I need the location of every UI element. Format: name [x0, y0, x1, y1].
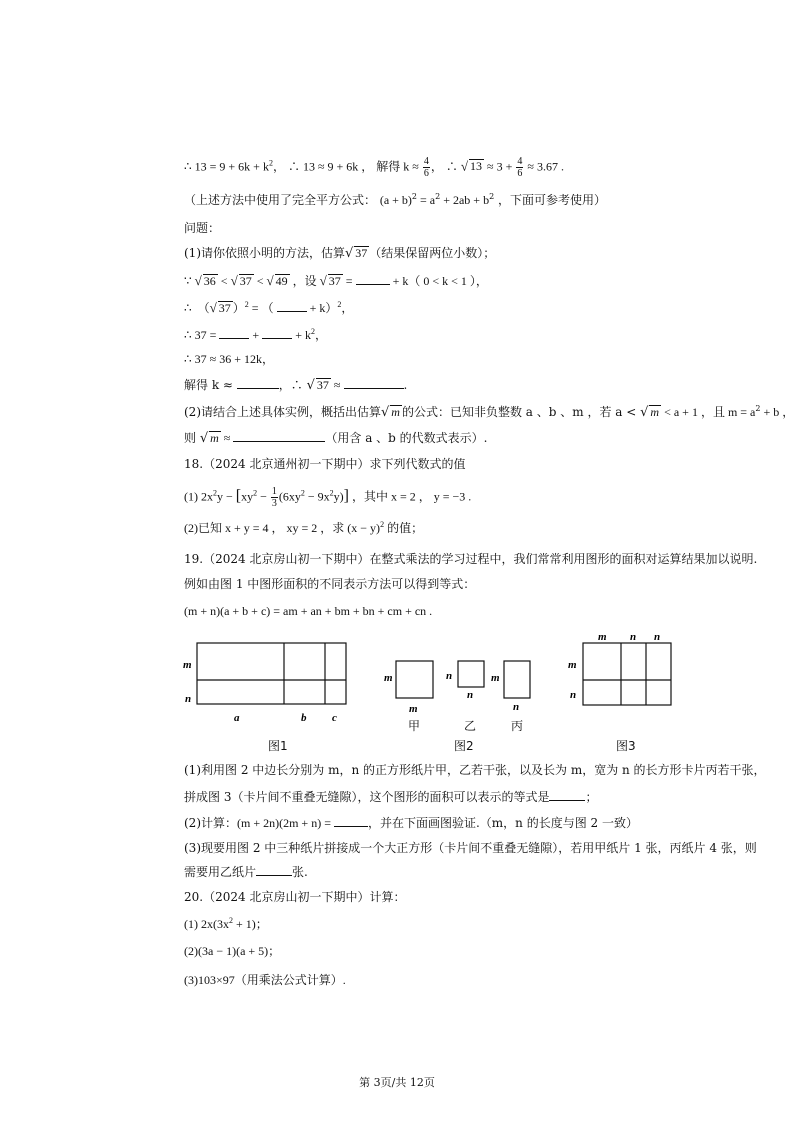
- fraction: [271, 486, 278, 509]
- fraction-denominator: 6: [423, 168, 429, 179]
- fraction-numerator: 4: [423, 156, 429, 167]
- radicand: 37: [239, 274, 252, 288]
- radicand: 36: [203, 274, 216, 288]
- radicand: 37: [355, 246, 368, 260]
- label-n: n: [446, 670, 453, 682]
- math-text: = （: [248, 301, 277, 315]
- label-m: m: [491, 672, 500, 684]
- text-line: [184, 404, 794, 421]
- superscript: 2: [337, 300, 342, 309]
- answer-blank[interactable]: [237, 377, 279, 389]
- superscript: 2: [411, 192, 418, 201]
- math-text: ∴ 13 = 9 + 6k + k: [184, 159, 269, 174]
- text: 拼成图 3（卡片间不重叠无缝隙），这个图形的面积可以表示的等式是: [184, 790, 550, 804]
- math-text: (1) 2x(3x: [184, 917, 229, 931]
- figure-caption: 图3: [616, 739, 636, 753]
- text-line: 例如由图 1 中图形面积的不同表示方法可以得到等式：: [184, 577, 476, 591]
- fraction-numerator: 4: [517, 156, 523, 167]
- card-yi: [458, 661, 484, 687]
- sqrt-icon: √: [230, 273, 238, 288]
- text: ，下面可参考使用）: [494, 193, 606, 207]
- text-line: [184, 916, 268, 932]
- math-text: ，设: [289, 274, 320, 288]
- superscript: 2: [755, 404, 761, 413]
- figure-3: [566, 628, 686, 753]
- text-line: ∴ 37 ≈ 36 + 12k，: [184, 352, 274, 366]
- text-line: [184, 864, 308, 880]
- sqrt-icon: √: [199, 431, 209, 446]
- radicand: m: [650, 405, 660, 419]
- label-m: m: [183, 659, 192, 671]
- text: 则: [184, 431, 200, 445]
- math-text: + b ，: [760, 405, 794, 419]
- sqrt-icon: √: [194, 273, 202, 288]
- answer-blank[interactable]: [256, 864, 292, 876]
- text-line: (3)现要用图 2 中三种纸片拼接成一个大正方形（卡片间不重叠无缝隙），若用甲纸片 1 张，丙纸片 4 张，则: [184, 841, 757, 855]
- superscript: 2: [244, 300, 249, 309]
- math-text: ， ∴ 13 ≈ 9 + 6k ， 解得 k ≈: [272, 159, 422, 174]
- math-text: ，: [341, 301, 354, 315]
- math-text: +: [249, 328, 263, 342]
- radicand: 49: [275, 274, 288, 288]
- figure-3-diagram: [566, 628, 686, 718]
- math-text: ，: [314, 328, 327, 342]
- label-c: c: [332, 712, 337, 724]
- sqrt-icon: √: [319, 273, 327, 288]
- figure-caption: 图1: [268, 739, 288, 753]
- text: ，∴: [278, 378, 307, 392]
- label-a: a: [234, 712, 240, 724]
- card-name-bing: 丙: [511, 719, 524, 733]
- text-line: (1)利用图 2 中边长分别为 m，n 的正方形纸片甲，乙若干张，以及长为 m，宽为 n 的长方形卡片丙若干张，: [184, 763, 766, 777]
- text-line: [184, 300, 353, 316]
- label-n: n: [654, 631, 661, 643]
- math-text: xy: [241, 489, 254, 504]
- math-text: + k: [292, 328, 311, 342]
- superscript: 2: [329, 488, 334, 498]
- text-line: [184, 156, 564, 179]
- superscript: 2: [489, 192, 495, 201]
- math-text: ）: [232, 301, 245, 315]
- text: (2)请结合上述具体实例，概括出估算: [184, 405, 381, 419]
- math-text: ≈ 3 +: [484, 159, 516, 174]
- math-text: =: [342, 274, 356, 288]
- math-text: (6xy: [278, 489, 301, 504]
- radicand: 37: [316, 378, 329, 392]
- superscript: 2: [253, 488, 258, 498]
- math-text: + 2ab + b: [440, 193, 490, 207]
- text-line: [184, 789, 597, 805]
- sqrt-icon: √: [640, 405, 649, 420]
- text: 的公式：已知非负整数 a 、b 、m ，若 a <: [401, 405, 641, 419]
- label-n: n: [570, 689, 577, 701]
- math-text: (1) 2x: [184, 489, 213, 504]
- equation-line: (m + n)(a + b + c) = am + an + bm + bn + cm + cn .: [184, 604, 433, 618]
- bracket: [: [235, 487, 242, 505]
- math-text: (m + 2n)(2m + n) =: [237, 816, 334, 830]
- text-line: [184, 273, 488, 289]
- outer-rect: [197, 643, 346, 704]
- text: (1)请你依照小明的方法，估算: [184, 246, 345, 260]
- answer-blank[interactable]: [549, 789, 585, 801]
- radicand: 37: [328, 274, 341, 288]
- text-line: [184, 192, 606, 208]
- superscript: 2: [435, 192, 441, 201]
- math-text: + k（ 0 < k < 1 ），: [389, 274, 488, 288]
- math-text: y): [333, 489, 344, 504]
- text-line: [184, 377, 407, 394]
- question-heading: 20.（2024 北京房山初一下期中）计算：: [184, 890, 406, 904]
- outer-rect: [583, 643, 671, 705]
- fraction: [516, 156, 523, 179]
- label-m: m: [568, 659, 577, 671]
- question-heading: 18.（2024 北京通州初一下期中）求下列代数式的值: [184, 457, 466, 471]
- text: （上述方法中使用了完全平方公式：: [184, 193, 380, 207]
- label-n: n: [185, 693, 192, 705]
- question-heading: 19.（2024 北京房山初一下期中）在整式乘法的学习过程中，我们常常利用图形的面积对运算结果加以说明.: [184, 552, 758, 566]
- sqrt-icon: √: [381, 405, 390, 420]
- label-b: b: [301, 712, 307, 724]
- answer-blank[interactable]: [262, 327, 292, 339]
- text-line: 问题：: [184, 221, 221, 235]
- radicand: 13: [470, 159, 483, 174]
- fraction-denominator: 3: [271, 498, 277, 509]
- card-jia: [396, 661, 433, 698]
- text: 需要用乙纸片: [184, 865, 257, 879]
- bracket: ]: [343, 487, 349, 505]
- label-n: n: [513, 701, 520, 713]
- math-text: < a + 1 ，且 m = a: [661, 405, 756, 419]
- radicand: m: [210, 431, 219, 445]
- math-text: ∴ （: [184, 301, 210, 315]
- math-text: ∵: [184, 274, 195, 288]
- label-n: n: [630, 631, 637, 643]
- math-text: + k）: [306, 301, 338, 315]
- text: 张.: [292, 865, 308, 879]
- math-text: = a: [417, 193, 436, 207]
- text: ，并在下面画图验证.（m，n 的长度与图 2 一致）: [367, 816, 638, 830]
- fraction-denominator: 6: [517, 168, 523, 179]
- text-line: (3)103×97（用乘法公式计算）.: [184, 973, 346, 987]
- text: ；: [585, 790, 598, 804]
- answer-blank[interactable]: [277, 300, 307, 312]
- sqrt-icon: √: [306, 378, 315, 393]
- superscript: 2: [213, 488, 217, 498]
- superscript: 2: [310, 327, 315, 336]
- text-line: [184, 815, 638, 831]
- figure-1: [180, 640, 360, 754]
- math-text: − 9x: [304, 489, 330, 504]
- text: (2)计算：: [184, 816, 237, 830]
- math-text: ∴ 37 =: [184, 328, 220, 342]
- fraction-numerator: 1: [271, 486, 277, 497]
- sqrt-icon: √: [460, 158, 469, 174]
- text-line: [184, 430, 488, 447]
- math-text: <: [253, 274, 267, 288]
- card-bing: [504, 661, 530, 698]
- label-m: m: [384, 672, 393, 684]
- fraction: [423, 156, 430, 179]
- text: 解得 k ≈: [184, 378, 237, 392]
- math-text: ≈: [330, 378, 344, 392]
- card-name-yi: 乙: [464, 719, 477, 733]
- radicand: 37: [218, 301, 231, 315]
- answer-blank[interactable]: [219, 327, 249, 339]
- superscript: 2: [268, 158, 273, 168]
- card-name-jia: 甲: [408, 719, 421, 733]
- figure-1-diagram: [180, 640, 360, 750]
- math-text: (a + b): [379, 193, 412, 207]
- label-m: m: [598, 631, 607, 643]
- answer-blank[interactable]: [344, 377, 404, 389]
- text: 的值；: [384, 521, 424, 535]
- label-m: m: [409, 703, 418, 715]
- math-text: (2)已知 x + y = 4 ， xy = 2 ，求 (x − y): [184, 521, 381, 535]
- math-text: ，其中 x = 2 ， y = −3 .: [349, 489, 472, 504]
- text-line: [184, 520, 423, 536]
- page-footer: 第 3页/共 12页: [359, 1076, 435, 1089]
- math-text: y −: [217, 489, 236, 504]
- math-text: <: [217, 274, 231, 288]
- sqrt-icon: √: [209, 300, 217, 315]
- text-line: (2)(3a − 1)(a + 5)；: [184, 944, 281, 958]
- superscript: 2: [229, 916, 233, 925]
- text-line: (1) $2x^2y - [xy^2$ − $\frac{1}{3}$ $(6xy^2 - 9x^2y)$] ，其中 x = 2 ， y = −3 .: [184, 486, 472, 509]
- figure-caption: 图2: [454, 739, 474, 753]
- sqrt-icon: √: [266, 273, 274, 288]
- answer-blank[interactable]: [334, 815, 368, 827]
- text: .: [403, 378, 408, 392]
- radicand: m: [391, 405, 400, 419]
- text: （用含 a 、b 的代数式表示）.: [325, 431, 488, 445]
- sqrt-icon: √: [345, 246, 354, 261]
- superscript: 2: [300, 488, 305, 498]
- answer-blank[interactable]: [356, 273, 390, 285]
- math-text: ≈: [220, 431, 234, 445]
- text-line: [184, 327, 327, 343]
- math-text: + 1)；: [233, 917, 268, 931]
- figure-2: [380, 655, 550, 753]
- math-text: ， ∴: [430, 159, 461, 174]
- text-line: [184, 245, 495, 262]
- answer-blank[interactable]: [233, 430, 325, 442]
- text: （结果保留两位小数）；: [369, 246, 496, 260]
- superscript: 2: [380, 520, 385, 529]
- label-n: n: [467, 689, 474, 701]
- math-text: ≈ 3.67 .: [524, 159, 564, 174]
